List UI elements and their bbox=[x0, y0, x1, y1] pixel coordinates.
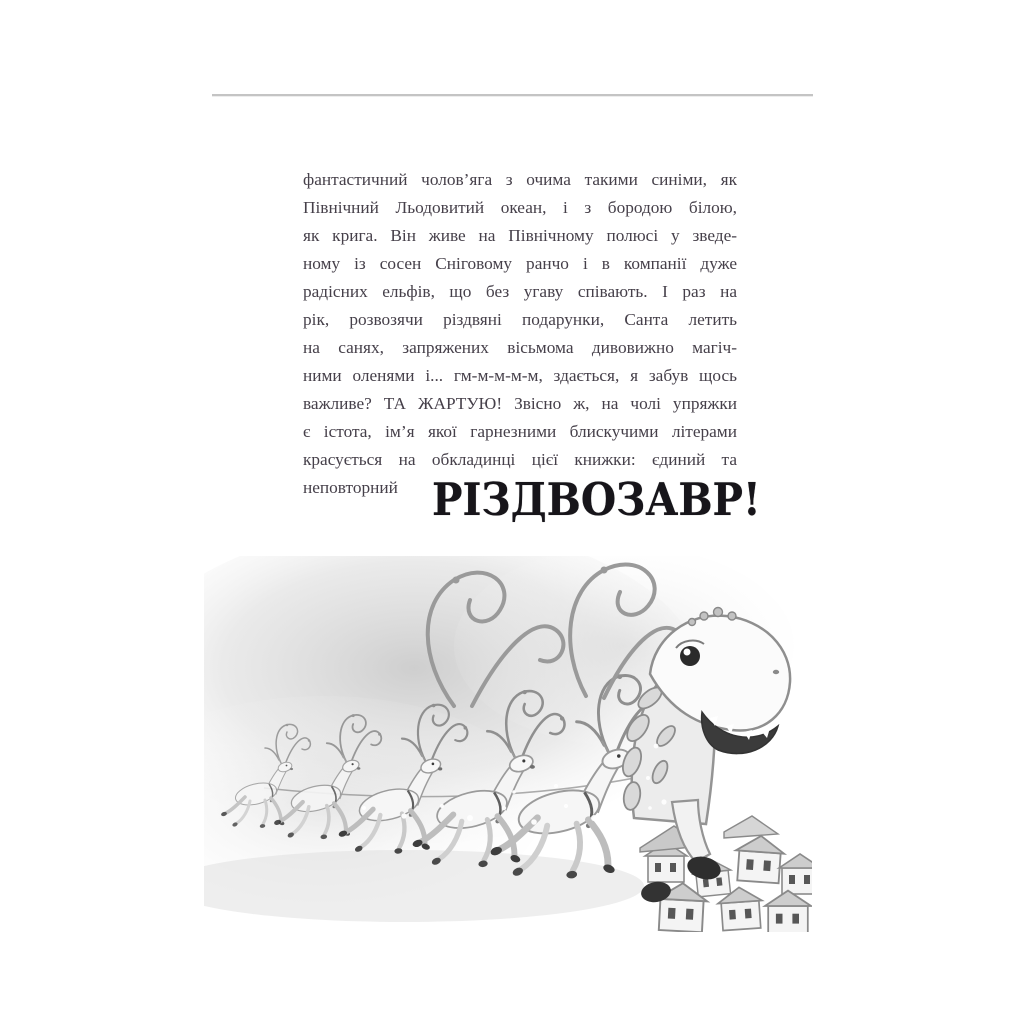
header-rule bbox=[212, 94, 813, 97]
text-line: як крига. Він живе на Північному полюсі у зведе- bbox=[303, 226, 737, 245]
last-text-row bbox=[303, 474, 783, 524]
last-word: неповторний bbox=[303, 478, 398, 497]
text-line: фантастичний чолов’яга з очима такими синіми, як bbox=[303, 170, 737, 189]
text-line: на санях, запряжених вісьмома дивовижно магіч- bbox=[303, 338, 737, 357]
body-text bbox=[303, 166, 737, 474]
text-line: красується на обкладинці цієї книжки: єдиний та bbox=[303, 450, 737, 469]
text-line: ними оленями і... гм-м-м-м-м, здається, я забув щось bbox=[303, 366, 737, 385]
text-line: рік, розвозячи різдвяні подарунки, Санта летить bbox=[303, 310, 737, 329]
text-line: ному із сосен Сніговому ранчо і в компанії дуже bbox=[303, 254, 737, 273]
text-line: радісних ельфів, що без угаву співають. І раз на bbox=[303, 282, 737, 301]
illustration bbox=[204, 556, 812, 932]
text-line: важливе? ТА ЖАРТУЮ! Звісно ж, на чолі упряжки bbox=[303, 394, 737, 413]
chapter-title: РІЗДВОЗАВР! bbox=[431, 473, 761, 526]
text-line: Північний Льодовитий океан, і з бородою білою, bbox=[303, 198, 737, 217]
text-line: є істота, ім’я якої гарнезними блискучими літерами bbox=[303, 422, 737, 441]
